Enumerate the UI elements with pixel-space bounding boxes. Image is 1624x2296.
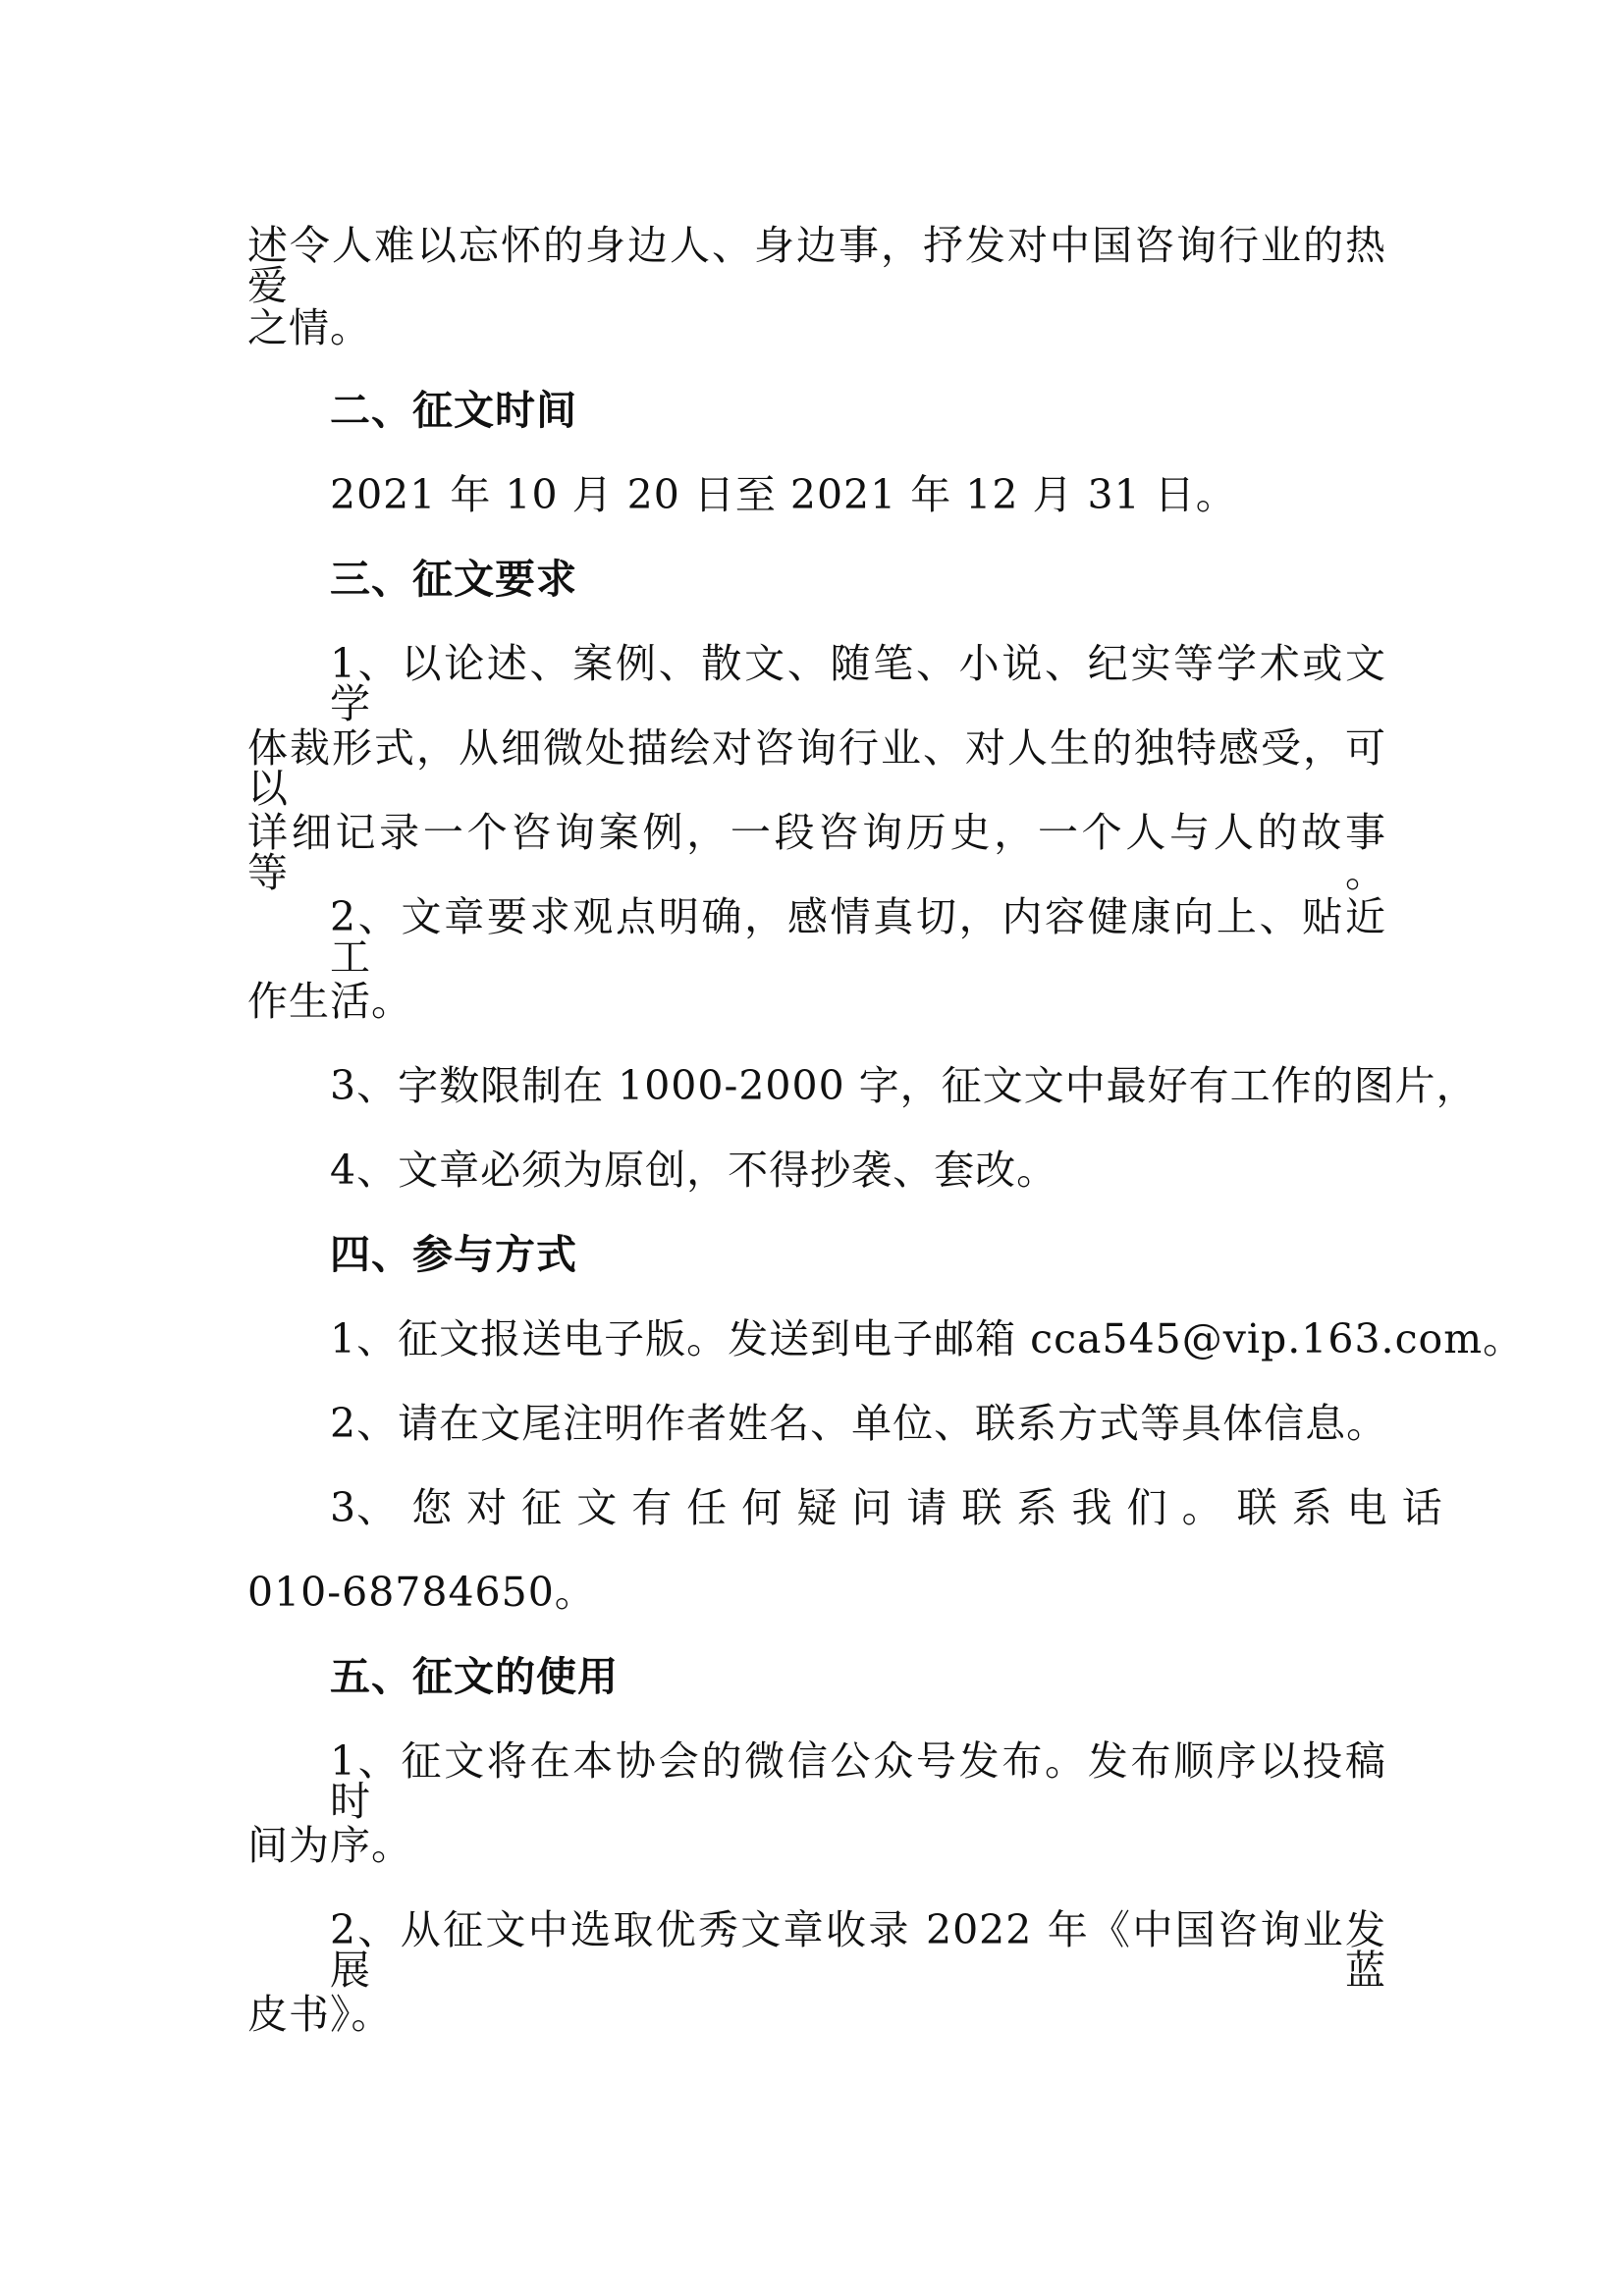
paragraph-line: 2、文章要求观点明确，感情真切，内容健康向上、贴近工 [330,893,1386,981]
paragraph-line: 详细记录一个咨询案例，一段咨询历史，一个人与人的故事等。 [247,809,1386,896]
paragraph-line: 2021 年 10 月 20 日至 2021 年 12 月 31 日。 [330,471,1237,518]
paragraph-line: 2、请在文尾注明作者姓名、单位、联系方式等具体信息。 [330,1400,1388,1447]
paragraph-line: 之情。 [247,304,371,351]
paragraph-line: 皮书》。 [247,1991,393,2038]
paragraph-line: 1、征文将在本协会的微信公众号发布。发布顺序以投稿时 [330,1737,1386,1825]
section-heading-time: 二、征文时间 [330,387,577,434]
paragraph-line: 4、文章必须为原创，不得抄袭、套改。 [330,1147,1058,1194]
paragraph-line: 1、征文报送电子版。发送到电子邮箱 cca545@vip.163.com。 [330,1315,1525,1362]
paragraph-line: 3、 您 对 征 文 有 任 何 疑 问 请 联 系 我 们 。 联 系 电 话 [330,1484,1443,1531]
paragraph-line: 1、以论述、案例、散文、随笔、小说、纪实等学术或文学 [330,640,1386,727]
section-heading-requirements: 三、征文要求 [330,556,577,603]
paragraph-line: 2、从征文中选取优秀文章收录 2022 年《中国咨询业发展蓝 [330,1906,1386,1994]
paragraph-line: 作生活。 [247,978,412,1025]
paragraph-line: 间为序。 [247,1822,412,1869]
paragraph-line: 010-68784650。 [247,1569,596,1616]
paragraph-line: 体裁形式，从细微处描绘对咨询行业、对人生的独特感受，可以 [247,724,1386,812]
section-heading-participation: 四、参与方式 [330,1231,577,1278]
paragraph-line: 述令人难以忘怀的身边人、身边事，抒发对中国咨询行业的热爱 [247,222,1386,309]
section-heading-usage: 五、征文的使用 [330,1653,619,1700]
paragraph-line: 3、字数限制在 1000-2000 字，征文文中最好有工作的图片， [330,1062,1478,1109]
